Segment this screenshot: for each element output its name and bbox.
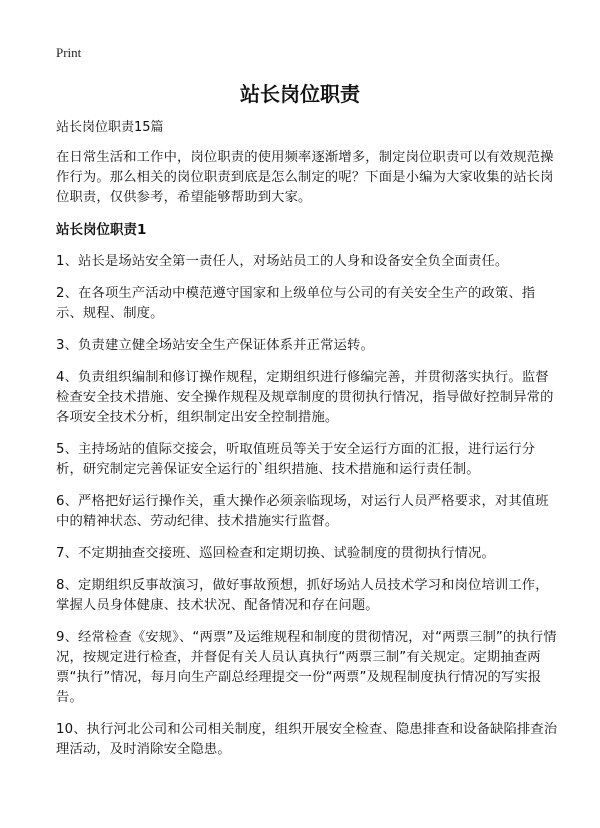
list-item: 2、在各项生产活动中模范遵守国家和上级单位与公司的有关安全生产的政策、指示、规程、制度。 bbox=[56, 286, 536, 321]
list-item: 7、不定期抽查交接班、巡回检查和定期切换、试验制度的贯彻执行情况。 bbox=[56, 546, 495, 561]
list-item: 10、执行河北公司和公司相关制度，组织开展安全检查、隐患排查和设备缺陷排查治理活动，及时消除安全隐患。 bbox=[56, 722, 558, 757]
print-link[interactable]: Print bbox=[56, 45, 82, 60]
list-item: 6、严格把好运行操作关，重大操作必须亲临现场，对运行人员严格要求，对其值班中的精神状态、劳动纪律、技术措施实行监督。 bbox=[56, 494, 549, 529]
intro-paragraph: 在日常生活和工作中，岗位职责的使用频率逐渐增多，制定岗位职责可以有效规范操作行为。那么相关的岗位职责到底是怎么制定的呢？下面是小编为大家收集的站长岗位职责，仅供参考，希望能够帮助到大家。 bbox=[56, 150, 554, 205]
list-item: 4、负责组织编制和修订操作规程，定期组织进行修编完善，并贯彻落实执行。监督检查安全技术措施、安全操作规程及规章制度的贯彻执行情况，指导做好控制异常的各项安全技术分析，组织制定出安全控制措施。 bbox=[56, 370, 554, 425]
document-subtitle: 站长岗位职责15篇 bbox=[56, 120, 164, 135]
document-body bbox=[56, 118, 558, 772]
list-item: 5、主持场站的值际交接会，听取值班员等关于安全运行方面的汇报，进行运行分析，研究制定完善保证安全运行的`组织措施、技术措施和运行责任制。 bbox=[56, 442, 536, 477]
page-title: 站长岗位职责 bbox=[240, 82, 360, 106]
list-item: 3、负责建立健全场站安全生产保证体系并正常运转。 bbox=[56, 338, 374, 353]
list-item: 8、定期组织反事故演习，做好事故预想，抓好场站人员技术学习和岗位培训工作，掌握人员身体健康、技术状况、配备情况和存在问题。 bbox=[56, 578, 549, 613]
section-heading: 站长岗位职责1 bbox=[56, 222, 147, 238]
list-item: 1、站长是场站安全第一责任人，对场站员工的人身和设备安全负全面责任。 bbox=[56, 254, 509, 269]
list-item: 9、经常检查《安规》、“两票”及运维规程和制度的贯彻情况，对“两票三制”的执行情况，按规定进行检查，并督促有关人员认真执行“两票三制”有关规定。定期抽查两票“执行”情况，每月向生产副总经理提交一份“两票”及规程制度执行情况的写实报告。 bbox=[56, 630, 557, 705]
